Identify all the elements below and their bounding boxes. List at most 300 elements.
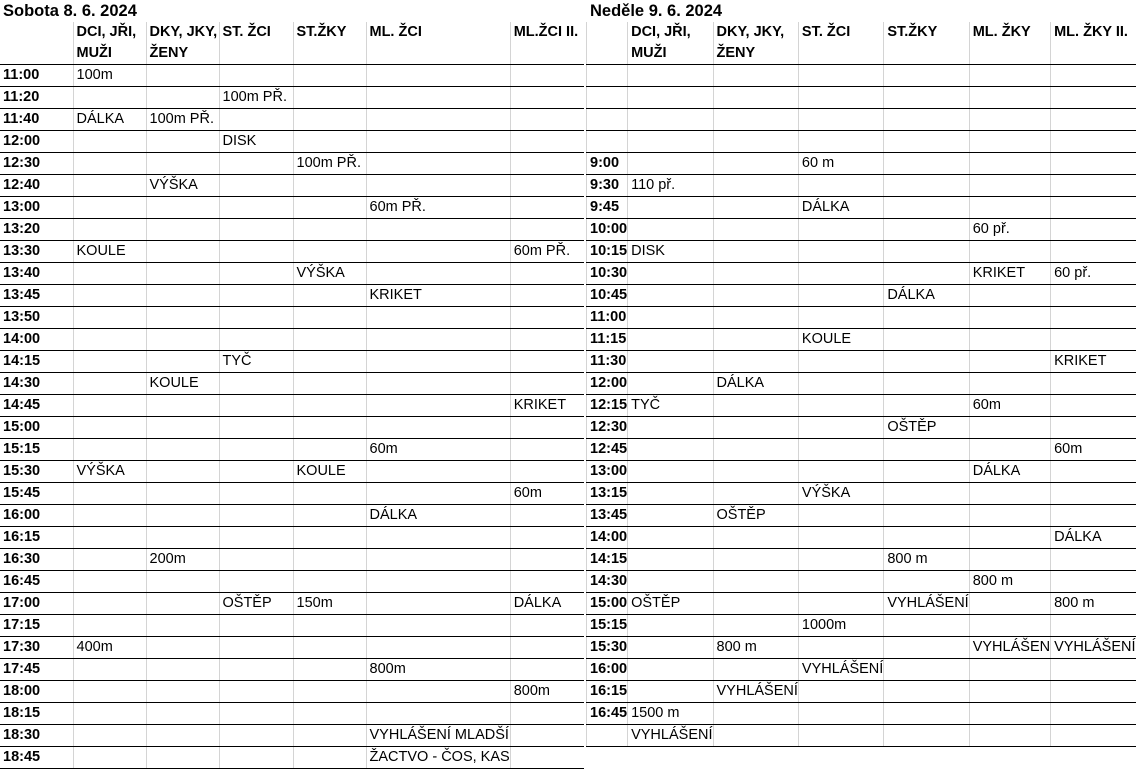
table-row (587, 505, 1136, 527)
column-header: ML.ŽCI II. (510, 22, 584, 65)
event-cell (1051, 483, 1136, 505)
time-cell: 16:00 (587, 659, 628, 681)
event-cell: VYHLÁŠENÍ (798, 659, 883, 681)
table-row (0, 747, 584, 769)
header-row (0, 22, 584, 65)
event-cell (628, 417, 713, 439)
event-cell (628, 219, 713, 241)
table-row (0, 483, 584, 505)
time-cell: 9:30 (587, 175, 628, 197)
event-cell (366, 263, 510, 285)
event-cell (628, 527, 713, 549)
event-cell (884, 351, 969, 373)
event-cell (293, 659, 366, 681)
event-cell (510, 131, 584, 153)
event-cell (146, 505, 219, 527)
event-cell (798, 395, 883, 417)
table-row (0, 219, 584, 241)
event-cell (366, 549, 510, 571)
event-cell (366, 241, 510, 263)
event-cell (219, 285, 293, 307)
event-cell (366, 637, 510, 659)
table-row (0, 65, 584, 87)
event-cell (1051, 285, 1136, 307)
event-cell (628, 263, 713, 285)
event-cell (146, 593, 219, 615)
event-cell (366, 87, 510, 109)
event-cell (219, 659, 293, 681)
event-cell: 800m (366, 659, 510, 681)
event-cell (219, 637, 293, 659)
table-row (587, 461, 1136, 483)
time-cell (587, 65, 628, 87)
event-cell (628, 307, 713, 329)
event-cell (713, 593, 798, 615)
event-cell (628, 483, 713, 505)
event-cell (884, 659, 969, 681)
table-row (587, 87, 1136, 109)
event-cell (798, 527, 883, 549)
event-cell (73, 747, 146, 769)
event-cell: VYHLÁŠEN (969, 637, 1050, 659)
event-cell (366, 571, 510, 593)
event-cell (146, 615, 219, 637)
event-cell: KRIKET (510, 395, 584, 417)
event-cell (146, 703, 219, 725)
event-cell (146, 329, 219, 351)
event-cell (798, 373, 883, 395)
event-cell (510, 439, 584, 461)
event-cell (628, 439, 713, 461)
event-cell (219, 109, 293, 131)
event-cell (146, 483, 219, 505)
event-cell (219, 263, 293, 285)
event-cell (366, 593, 510, 615)
event-cell: OŠTĚP (884, 417, 969, 439)
event-cell (366, 153, 510, 175)
event-cell (713, 175, 798, 197)
event-cell: KOULE (73, 241, 146, 263)
time-cell: 12:00 (0, 131, 73, 153)
event-cell (969, 483, 1050, 505)
event-cell (219, 505, 293, 527)
event-cell (884, 725, 969, 747)
table-row (587, 549, 1136, 571)
time-cell: 10:00 (587, 219, 628, 241)
event-cell (1051, 197, 1136, 219)
event-cell (628, 505, 713, 527)
event-cell (884, 197, 969, 219)
event-cell (146, 659, 219, 681)
event-cell (510, 747, 584, 769)
time-cell: 15:15 (0, 439, 73, 461)
table-row (587, 241, 1136, 263)
table-row (0, 263, 584, 285)
event-cell (510, 527, 584, 549)
event-cell (146, 351, 219, 373)
table-row (0, 175, 584, 197)
table-row (0, 417, 584, 439)
event-cell (293, 417, 366, 439)
table-row (0, 197, 584, 219)
table-row (587, 175, 1136, 197)
event-cell (969, 109, 1050, 131)
event-cell (628, 285, 713, 307)
table-row (0, 725, 584, 747)
time-cell (587, 109, 628, 131)
event-cell: 60m (969, 395, 1050, 417)
time-cell: 11:20 (0, 87, 73, 109)
event-cell (1051, 373, 1136, 395)
column-header: DKY, JKY, ŽENY (713, 22, 798, 65)
event-cell (628, 131, 713, 153)
event-cell (73, 395, 146, 417)
event-cell (713, 241, 798, 263)
event-cell (969, 307, 1050, 329)
time-cell: 12:15 (587, 395, 628, 417)
event-cell (293, 351, 366, 373)
event-cell (146, 747, 219, 769)
time-cell: 14:00 (0, 329, 73, 351)
event-cell (884, 175, 969, 197)
time-cell: 16:30 (0, 549, 73, 571)
event-cell (73, 285, 146, 307)
time-cell: 12:30 (0, 153, 73, 175)
table-row (587, 153, 1136, 175)
event-cell (969, 593, 1050, 615)
event-cell (73, 725, 146, 747)
event-cell (628, 681, 713, 703)
column-header: ST.ŽKY (884, 22, 969, 65)
event-cell: 60m (510, 483, 584, 505)
event-cell: VÝŠKA (146, 175, 219, 197)
event-cell: 100m PŘ. (293, 153, 366, 175)
event-cell (628, 109, 713, 131)
column-header: ST. ŽCI (798, 22, 883, 65)
table-row (587, 373, 1136, 395)
event-cell (969, 131, 1050, 153)
sunday-table (586, 0, 1136, 747)
time-cell: 15:45 (0, 483, 73, 505)
event-cell (219, 373, 293, 395)
table-row (0, 307, 584, 329)
event-cell: TYČ (219, 351, 293, 373)
event-cell (366, 307, 510, 329)
event-cell (969, 65, 1050, 87)
table-row (0, 681, 584, 703)
table-row (0, 593, 584, 615)
event-cell (884, 307, 969, 329)
event-cell (798, 593, 883, 615)
event-cell: VYHLÁŠENÍ (713, 681, 798, 703)
time-cell: 12:30 (587, 417, 628, 439)
event-cell (1051, 725, 1136, 747)
event-cell (884, 483, 969, 505)
event-cell: KRIKET (366, 285, 510, 307)
time-cell: 16:15 (0, 527, 73, 549)
event-cell (1051, 615, 1136, 637)
event-cell (798, 439, 883, 461)
event-cell (713, 527, 798, 549)
time-cell: 18:45 (0, 747, 73, 769)
table-row (587, 307, 1136, 329)
column-header: ST.ŽKY (293, 22, 366, 65)
event-cell (1051, 153, 1136, 175)
event-cell: 100m PŘ. (146, 109, 219, 131)
event-cell (969, 241, 1050, 263)
time-cell (587, 725, 628, 747)
event-cell: OŠTĚP (628, 593, 713, 615)
event-cell (366, 351, 510, 373)
event-cell (293, 395, 366, 417)
event-cell (510, 87, 584, 109)
time-cell: 18:00 (0, 681, 73, 703)
event-cell (510, 109, 584, 131)
table-row (587, 571, 1136, 593)
time-cell: 10:30 (587, 263, 628, 285)
table-row (0, 527, 584, 549)
table-row (0, 549, 584, 571)
time-cell: 15:30 (0, 461, 73, 483)
event-cell: 150m (293, 593, 366, 615)
event-cell (510, 659, 584, 681)
event-cell (713, 439, 798, 461)
event-cell (73, 153, 146, 175)
table-row (587, 659, 1136, 681)
time-cell: 17:15 (0, 615, 73, 637)
event-cell (884, 571, 969, 593)
time-cell: 13:50 (0, 307, 73, 329)
time-cell: 13:30 (0, 241, 73, 263)
event-cell (146, 417, 219, 439)
table-row (587, 593, 1136, 615)
time-cell: 16:45 (0, 571, 73, 593)
event-cell (146, 461, 219, 483)
event-cell (713, 109, 798, 131)
time-cell: 18:30 (0, 725, 73, 747)
event-cell (510, 373, 584, 395)
event-cell: VYHLÁŠENÍ (884, 593, 969, 615)
table-row (0, 87, 584, 109)
event-cell (884, 153, 969, 175)
table-row (587, 395, 1136, 417)
event-cell (510, 417, 584, 439)
table-row (0, 329, 584, 351)
column-header: DKY, JKY, ŽENY (146, 22, 219, 65)
event-cell (219, 725, 293, 747)
table-row (587, 285, 1136, 307)
time-cell: 11:30 (587, 351, 628, 373)
header-row (587, 22, 1136, 65)
event-cell (293, 483, 366, 505)
event-cell (73, 659, 146, 681)
event-cell (1051, 131, 1136, 153)
event-cell (146, 439, 219, 461)
event-cell (1051, 329, 1136, 351)
event-cell (366, 131, 510, 153)
event-cell (219, 527, 293, 549)
event-cell (798, 505, 883, 527)
event-cell (628, 87, 713, 109)
table-row (587, 637, 1136, 659)
event-cell (219, 219, 293, 241)
table-row (587, 439, 1136, 461)
time-cell: 11:00 (0, 65, 73, 87)
event-cell (969, 373, 1050, 395)
event-cell (713, 703, 798, 725)
event-cell (798, 725, 883, 747)
event-cell (884, 131, 969, 153)
table-row (587, 681, 1136, 703)
event-cell (366, 703, 510, 725)
event-cell (146, 307, 219, 329)
event-cell (146, 725, 219, 747)
event-cell (510, 637, 584, 659)
time-cell: 17:00 (0, 593, 73, 615)
time-cell: 17:45 (0, 659, 73, 681)
table-row (0, 153, 584, 175)
table-row (587, 351, 1136, 373)
event-cell (798, 131, 883, 153)
time-cell: 14:30 (587, 571, 628, 593)
event-cell (713, 307, 798, 329)
time-cell: 14:15 (587, 549, 628, 571)
event-cell: 60m (366, 439, 510, 461)
event-cell (628, 615, 713, 637)
event-cell (73, 219, 146, 241)
event-cell (219, 153, 293, 175)
time-cell: 14:30 (0, 373, 73, 395)
event-cell: DISK (219, 131, 293, 153)
event-cell (1051, 505, 1136, 527)
event-cell (293, 747, 366, 769)
table-row (587, 109, 1136, 131)
event-cell (366, 109, 510, 131)
table-row (0, 703, 584, 725)
event-cell (293, 329, 366, 351)
event-cell (146, 65, 219, 87)
event-cell (219, 703, 293, 725)
event-cell (713, 351, 798, 373)
table-row (0, 659, 584, 681)
event-cell: 200m (146, 549, 219, 571)
event-cell (1051, 307, 1136, 329)
event-cell (884, 329, 969, 351)
event-cell: TYČ (628, 395, 713, 417)
event-cell: DÁLKA (510, 593, 584, 615)
event-cell (73, 483, 146, 505)
event-cell (510, 219, 584, 241)
event-cell (798, 571, 883, 593)
event-cell (713, 395, 798, 417)
time-cell: 15:00 (587, 593, 628, 615)
column-header: ST. ŽCI (219, 22, 293, 65)
event-cell (798, 285, 883, 307)
time-cell (587, 131, 628, 153)
event-cell (219, 65, 293, 87)
time-cell: 15:15 (587, 615, 628, 637)
time-cell: 13:45 (587, 505, 628, 527)
event-cell (628, 153, 713, 175)
table-row (0, 571, 584, 593)
event-cell (366, 175, 510, 197)
time-cell: 13:00 (587, 461, 628, 483)
event-cell: 60 př. (1051, 263, 1136, 285)
time-cell: 16:00 (0, 505, 73, 527)
event-cell (798, 241, 883, 263)
event-cell: KOULE (798, 329, 883, 351)
saturday-day-title: Sobota 8. 6. 2024 (3, 2, 137, 20)
event-cell (146, 131, 219, 153)
event-cell (884, 263, 969, 285)
event-cell (1051, 417, 1136, 439)
time-cell: 10:45 (587, 285, 628, 307)
event-cell (713, 461, 798, 483)
event-cell (969, 439, 1050, 461)
event-cell (969, 681, 1050, 703)
event-cell: 400m (73, 637, 146, 659)
event-cell (510, 725, 584, 747)
event-cell (510, 153, 584, 175)
event-cell (73, 87, 146, 109)
event-cell (73, 615, 146, 637)
event-cell (293, 241, 366, 263)
event-cell (1051, 65, 1136, 87)
event-cell (969, 351, 1050, 373)
event-cell (969, 615, 1050, 637)
event-cell (219, 615, 293, 637)
table-row (0, 637, 584, 659)
event-cell (510, 615, 584, 637)
time-column-header (0, 22, 73, 65)
event-cell (628, 637, 713, 659)
event-cell: 100m (73, 65, 146, 87)
event-cell: DÁLKA (73, 109, 146, 131)
event-cell: 60 m (798, 153, 883, 175)
table-row (587, 725, 1136, 747)
event-cell (73, 307, 146, 329)
time-cell: 17:30 (0, 637, 73, 659)
event-cell (293, 571, 366, 593)
time-cell: 15:30 (587, 637, 628, 659)
time-cell: 11:00 (587, 307, 628, 329)
event-cell (73, 175, 146, 197)
event-cell (1051, 219, 1136, 241)
time-cell: 13:00 (0, 197, 73, 219)
event-cell (969, 417, 1050, 439)
event-cell (219, 329, 293, 351)
event-cell: 60 př. (969, 219, 1050, 241)
event-cell: VYHLÁŠENÍ (1051, 637, 1136, 659)
table-row (587, 329, 1136, 351)
event-cell (713, 153, 798, 175)
table-row (587, 197, 1136, 219)
event-cell (73, 351, 146, 373)
event-cell (628, 373, 713, 395)
event-cell (293, 65, 366, 87)
table-row (0, 395, 584, 417)
event-cell (73, 703, 146, 725)
event-cell (798, 351, 883, 373)
event-cell (73, 681, 146, 703)
column-header: DCI, JŘI, MUŽI (73, 22, 146, 65)
table-row (0, 285, 584, 307)
event-cell: ŽACTVO - ČOS, KAS (366, 747, 510, 769)
event-cell (628, 329, 713, 351)
event-cell (219, 241, 293, 263)
table-row (587, 483, 1136, 505)
event-cell (713, 659, 798, 681)
